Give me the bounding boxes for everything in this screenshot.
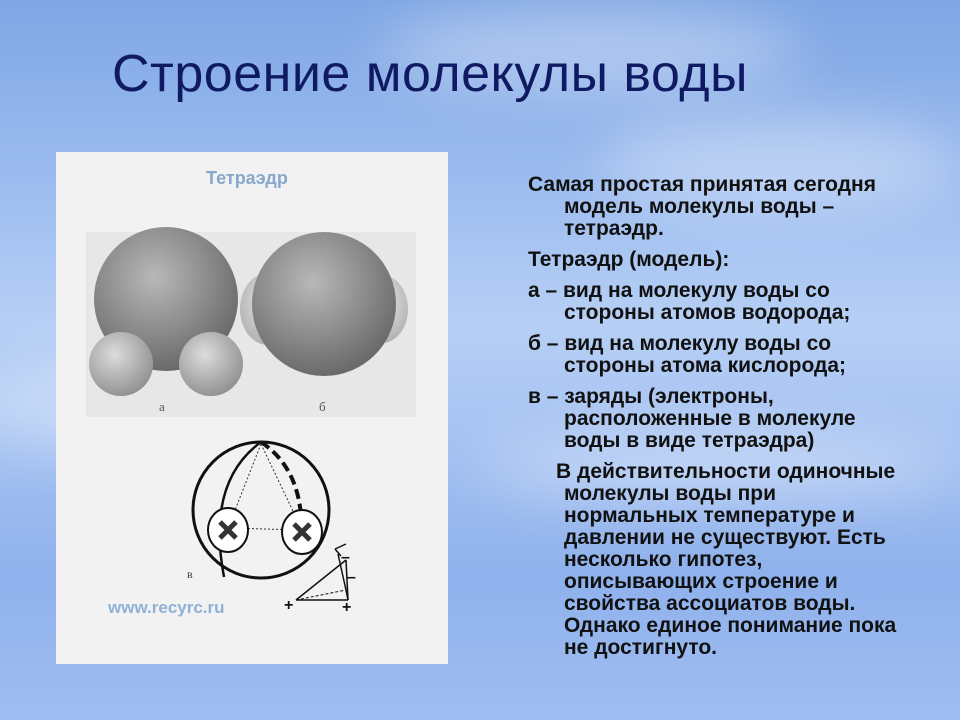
- small-tetra-edge: [296, 590, 346, 600]
- plus-sign-left: +: [284, 597, 294, 614]
- minus-sign-mid: –: [347, 569, 356, 586]
- label-v: в: [187, 567, 193, 581]
- label-b: б: [319, 399, 326, 414]
- label-a: а: [159, 399, 165, 414]
- hydrogen-atom-left: [89, 332, 153, 396]
- source-watermark: www.recyrc.ru: [108, 598, 225, 617]
- hydrogen-atom-right: [179, 332, 243, 396]
- figure-drawing: [56, 152, 448, 664]
- plus-sign-right: +: [342, 599, 352, 616]
- oxygen-atom-b: [252, 232, 396, 376]
- paragraph-a: а – вид на молекулу воды со стороны атомов водорода;: [528, 279, 851, 324]
- charge-sphere: [193, 442, 329, 578]
- paragraph-intro: Самая простая принятая сегодня модель молекулы воды – тетраэдр.: [528, 173, 876, 240]
- paragraph-v: в – заряды (электроны, расположенные в молекуле воды в виде тетраэдра): [528, 385, 856, 452]
- water-molecule-figure: [56, 152, 448, 664]
- small-tetra-edge: [296, 560, 346, 600]
- figure-caption: Тетраэдр: [206, 168, 288, 188]
- minus-sign-top: –: [341, 549, 350, 566]
- description-text: [528, 174, 908, 668]
- paragraph-b: б – вид на молекулу воды со стороны атома кислорода;: [528, 332, 847, 377]
- paragraph-model: Тетраэдр (модель):: [528, 248, 730, 271]
- slide-title: Строение молекулы воды: [112, 45, 748, 103]
- paragraph-reality: В действительности одиночные молекулы воды при нормальных температуре и давлении не существуют. Есть несколько гипотез, описывающих строение и свойства ассоциатов воды. Однако единое понимание пока не достигнуто.: [556, 460, 897, 659]
